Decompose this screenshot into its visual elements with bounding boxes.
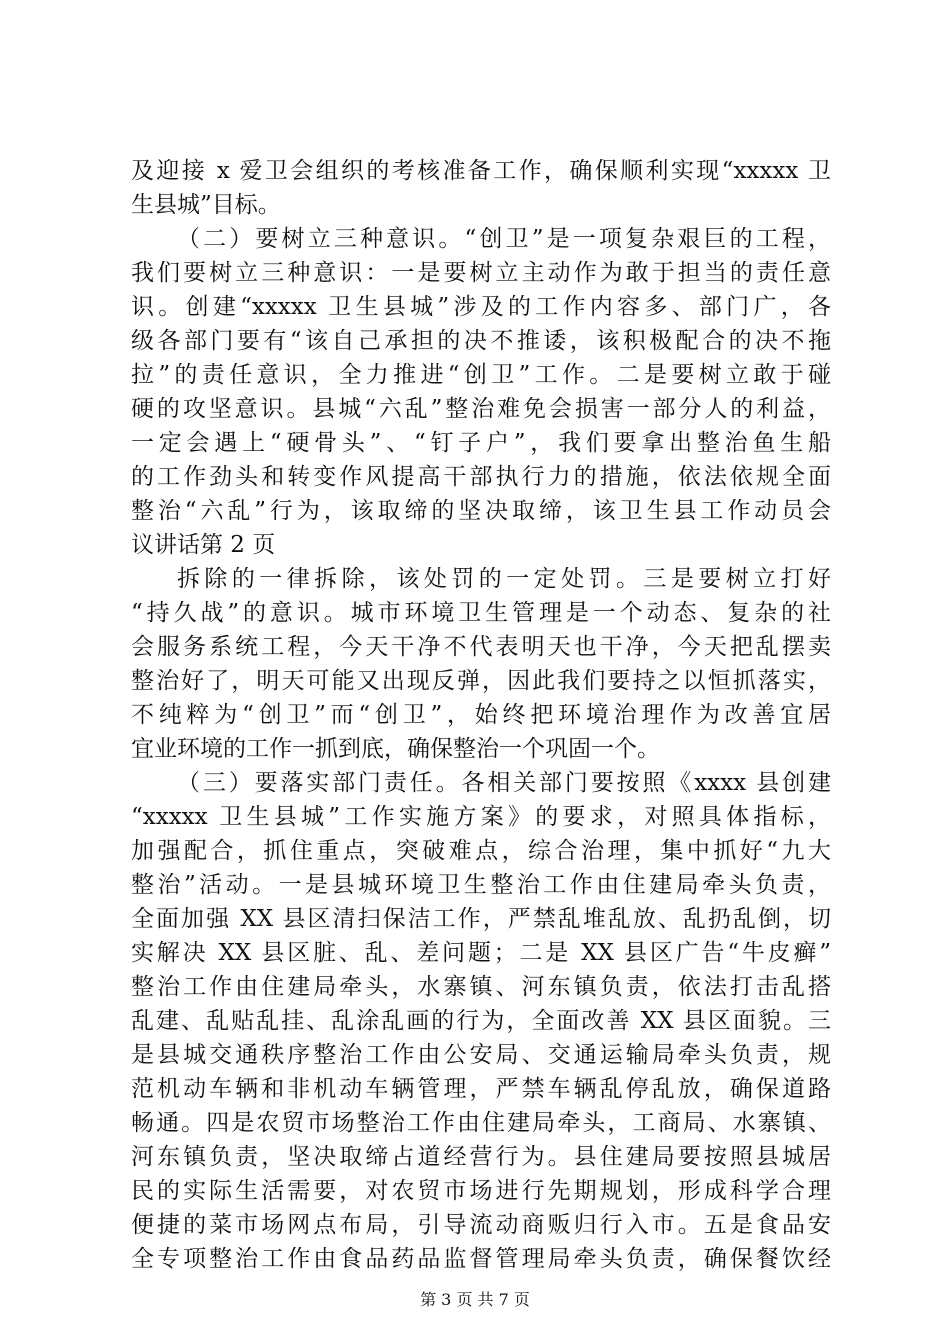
text-line: 整治好了，明天可能又出现反弹，因此我们要持之以恒抓落实，: [131, 668, 831, 694]
text-line: 议讲话第 2 页: [131, 532, 276, 558]
text-line: 的工作劲头和转变作风提高干部执行力的措施，依法依规全面: [131, 464, 831, 490]
text-line: 整治”活动。一是县城环境卫生整治工作由住建局牵头负责，: [131, 872, 831, 898]
text-line: 便捷的菜市场网点布局，引导流动商贩归行入市。五是食品安: [131, 1212, 831, 1238]
text-line: 拆除的一律拆除，该处罚的一定处罚。三是要树立打好: [177, 566, 831, 592]
text-line: 级各部门要有“该自己承担的决不推诿，该积极配合的决不拖: [131, 328, 831, 354]
text-line: 一定会遇上“硬骨头”、“钉子户”，我们要拿出整治鱼生船: [131, 430, 831, 456]
text-line: 河东镇负责，坚决取缔占道经营行为。县住建局要按照县城居: [131, 1144, 831, 1170]
text-line: 生县城”目标。: [131, 192, 281, 218]
text-line: 拉”的责任意识，全力推进“创卫”工作。二是要树立敢于碰: [131, 362, 831, 388]
text-line: 整治工作由住建局牵头，水寨镇、河东镇负责，依法打击乱搭: [131, 974, 831, 1000]
text-line: （二）要树立三种意识。“创卫”是一项复杂艰巨的工程，: [177, 226, 831, 252]
text-line: 会服务系统工程，今天干净不代表明天也干净，今天把乱摆卖: [131, 634, 831, 660]
text-line: 全专项整治工作由食品药品监督管理局牵头负责，确保餐饮经: [131, 1246, 831, 1272]
text-line: 宜业环境的工作一抓到底，确保整治一个巩固一个。: [131, 736, 660, 762]
text-line: （三）要落实部门责任。各相关部门要按照《xxxx 县创建: [177, 770, 831, 796]
text-line: 识。创建“xxxxx 卫生县城”涉及的工作内容多、部门广，各: [131, 294, 831, 320]
text-line: 硬的攻坚意识。县城“六乱”整治难免会损害一部分人的利益，: [131, 396, 831, 422]
page-footer: 第 3 页 共 7 页: [420, 1290, 530, 1309]
text-line: 范机动车辆和非机动车辆管理，严禁车辆乱停乱放，确保道路: [131, 1076, 831, 1102]
text-line: 及迎接 x 爱卫会组织的考核准备工作，确保顺利实现“xxxxx 卫: [131, 158, 831, 184]
text-line: 畅通。四是农贸市场整治工作由住建局牵头，工商局、水寨镇、: [131, 1110, 831, 1136]
text-line: 是县城交通秩序整治工作由公安局、交通运输局牵头负责，规: [131, 1042, 831, 1068]
text-line: 整治“六乱”行为，该取缔的坚决取缔，该卫生县工作动员会: [131, 498, 831, 524]
text-line: 加强配合，抓住重点，突破难点，综合治理，集中抓好“九大: [131, 838, 831, 864]
text-line: 不纯粹为“创卫”而“创卫”，始终把环境治理作为改善宜居: [131, 702, 831, 728]
text-line: 实解决 XX 县区脏、乱、差问题；二是 XX 县区广告“牛皮癣”: [131, 940, 831, 966]
text-line: 我们要树立三种意识：一是要树立主动作为敢于担当的责任意: [131, 260, 831, 286]
text-line: 民的实际生活需要，对农贸市场进行先期规划，形成科学合理: [131, 1178, 831, 1204]
text-line: “持久战”的意识。城市环境卫生管理是一个动态、复杂的社: [131, 600, 831, 626]
text-line: 乱建、乱贴乱挂、乱涂乱画的行为，全面改善 XX 县区面貌。三: [131, 1008, 831, 1034]
text-line: “xxxxx 卫生县城”工作实施方案》的要求，对照具体指标，: [131, 804, 831, 830]
document-body: [131, 154, 831, 1276]
text-line: 全面加强 XX 县区清扫保洁工作，严禁乱堆乱放、乱扔乱倒，切: [131, 906, 831, 932]
